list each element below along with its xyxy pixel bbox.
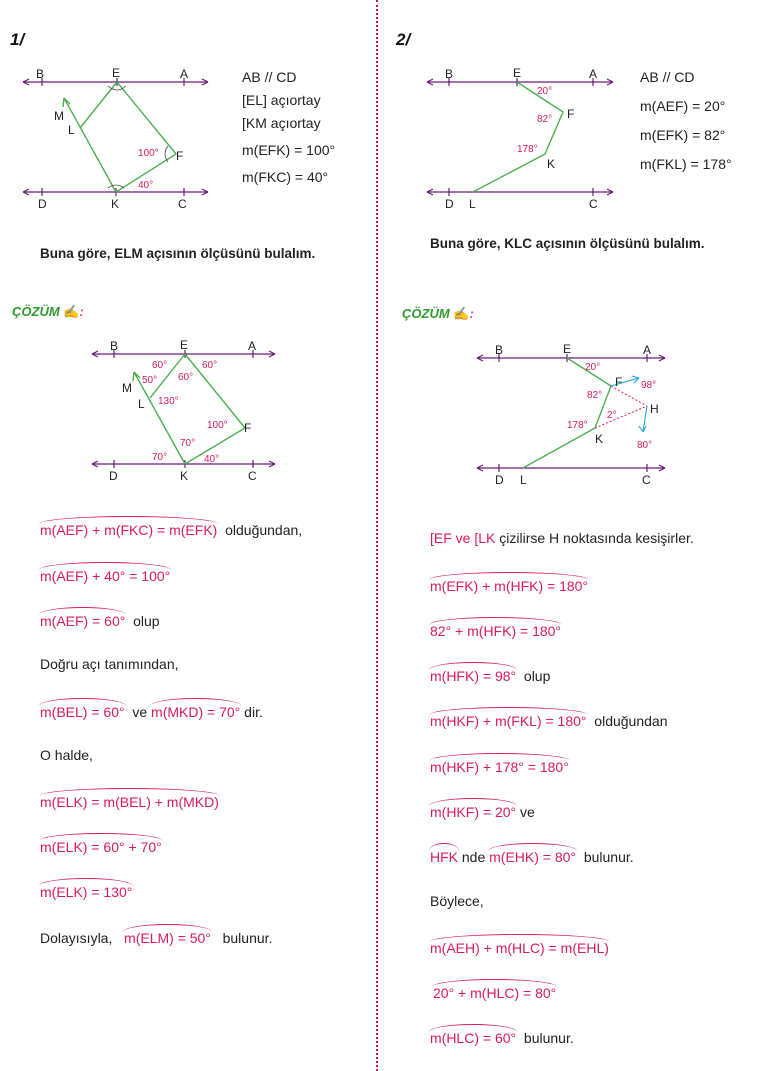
svg-text:K: K xyxy=(180,469,189,483)
step: m(ELK) = 60° + 70° xyxy=(40,839,162,855)
svg-text:E: E xyxy=(180,338,189,352)
step: HFK nde m(EHK) = 80° bulunur. xyxy=(430,849,634,865)
step: Dolayısıyla, m(ELM) = 50° bulunur. xyxy=(40,930,273,946)
svg-text:F: F xyxy=(244,421,252,435)
svg-text:B: B xyxy=(36,67,45,81)
step: m(HLC) = 60° bulunur. xyxy=(430,1030,574,1046)
svg-text:82°: 82° xyxy=(587,390,603,401)
problem-1-solution-figure xyxy=(90,338,290,483)
svg-text:A: A xyxy=(248,339,257,353)
svg-text:D: D xyxy=(495,473,504,487)
pen-icon: ✍ xyxy=(453,306,470,321)
step: 82° + m(HFK) = 180° xyxy=(430,623,562,639)
svg-text:60°: 60° xyxy=(178,372,194,383)
svg-text:C: C xyxy=(248,469,257,483)
step: m(BEL) = 60° ve m(MKD) = 70° dir. xyxy=(40,704,263,720)
svg-text:50°: 50° xyxy=(142,375,158,386)
svg-text:D: D xyxy=(38,197,47,211)
svg-text:60°: 60° xyxy=(152,360,168,371)
svg-text:40°: 40° xyxy=(204,454,220,465)
svg-text:B: B xyxy=(445,67,454,81)
step: m(ELK) = 130° xyxy=(40,884,133,900)
problem-2-given: AB // CD m(AEF) = 20° m(EFK) = 82° m(FKL) = 178° xyxy=(640,69,732,172)
problem-2-solution-label: ÇÖZÜM ✍: xyxy=(402,306,474,321)
step: m(AEH) + m(HLC) = m(EHL) xyxy=(430,940,609,956)
svg-text:C: C xyxy=(178,197,187,211)
svg-text:82°: 82° xyxy=(537,114,553,125)
svg-text:B: B xyxy=(110,339,119,353)
svg-text:D: D xyxy=(445,197,454,211)
step: 20° + m(HLC) = 80° xyxy=(433,985,557,1001)
step: m(AEF) + 40° = 100° xyxy=(40,568,171,584)
svg-text:M: M xyxy=(54,109,64,123)
problem-2-figure xyxy=(425,62,635,211)
problem-2-number: 2/ xyxy=(396,30,411,49)
step: m(AEF) = 60° olup xyxy=(40,613,160,629)
step: m(HKF) = 20° ve xyxy=(430,804,535,820)
problem-1-figure xyxy=(18,62,238,211)
svg-text:L: L xyxy=(68,123,75,137)
svg-text:130°: 130° xyxy=(158,396,179,407)
svg-text:E: E xyxy=(563,342,572,356)
svg-text:70°: 70° xyxy=(180,438,196,449)
step: m(ELK) = m(BEL) + m(MKD) xyxy=(40,794,219,810)
svg-text:L: L xyxy=(469,197,476,211)
svg-text:C: C xyxy=(589,197,598,211)
svg-text:A: A xyxy=(643,343,652,357)
step: m(HKF) + m(FKL) = 180° olduğundan xyxy=(430,713,668,729)
svg-text:B: B xyxy=(495,343,504,357)
svg-text:K: K xyxy=(547,157,556,171)
problem-2-solution-figure xyxy=(475,340,675,487)
step: O halde, xyxy=(40,747,93,763)
svg-text:M: M xyxy=(122,381,132,395)
svg-text:H: H xyxy=(650,402,659,416)
svg-text:F: F xyxy=(567,107,575,121)
pen-icon: ✍ xyxy=(63,304,80,319)
step: m(HFK) = 98° olup xyxy=(430,668,551,684)
problem-1-given: AB // CD [EL] açıortay [KM açıortay m(EFK) = 100° m(FKC) = 40° xyxy=(242,69,336,185)
step: Doğru açı tanımından, xyxy=(40,656,179,672)
svg-text:20°: 20° xyxy=(537,86,553,97)
svg-text:E: E xyxy=(112,66,121,80)
svg-text:F: F xyxy=(615,375,623,389)
step: m(EFK) + m(HFK) = 180° xyxy=(430,578,589,594)
svg-text:178°: 178° xyxy=(517,144,538,155)
svg-text:E: E xyxy=(513,66,522,80)
svg-text:L: L xyxy=(520,473,527,487)
svg-text:D: D xyxy=(109,469,118,483)
problem-2-question: Buna göre, KLC açısının ölçüsünü bulalım. xyxy=(430,236,705,251)
svg-text:178°: 178° xyxy=(567,420,588,431)
svg-text:60°: 60° xyxy=(202,360,218,371)
svg-text:20°: 20° xyxy=(585,362,601,373)
step: Böylece, xyxy=(430,893,484,909)
svg-text:100°: 100° xyxy=(138,148,159,159)
svg-text:A: A xyxy=(589,67,598,81)
problem-1-number: 1/ xyxy=(10,30,25,49)
step: m(HKF) + 178° = 180° xyxy=(430,759,569,775)
svg-text:2°: 2° xyxy=(607,410,617,421)
step: [EF ve [LK çizilirse H noktasında kesişirler. xyxy=(430,530,694,546)
svg-text:80°: 80° xyxy=(637,440,653,451)
svg-text:98°: 98° xyxy=(641,380,657,391)
svg-text:K: K xyxy=(111,197,120,211)
svg-text:K: K xyxy=(595,432,604,446)
svg-text:F: F xyxy=(176,149,184,163)
svg-text:100°: 100° xyxy=(207,420,228,431)
column-divider xyxy=(376,0,378,1071)
svg-text:A: A xyxy=(180,67,189,81)
svg-text:70°: 70° xyxy=(152,452,168,463)
svg-text:C: C xyxy=(642,473,651,487)
step: m(AEF) + m(FKC) = m(EFK) olduğundan, xyxy=(40,522,303,538)
svg-text:40°: 40° xyxy=(138,180,154,191)
svg-text:L: L xyxy=(138,397,145,411)
problem-1-solution-label: ÇÖZÜM ✍: xyxy=(12,304,84,319)
problem-1-question: Buna göre, ELM açısının ölçüsünü bulalım. xyxy=(40,246,316,261)
